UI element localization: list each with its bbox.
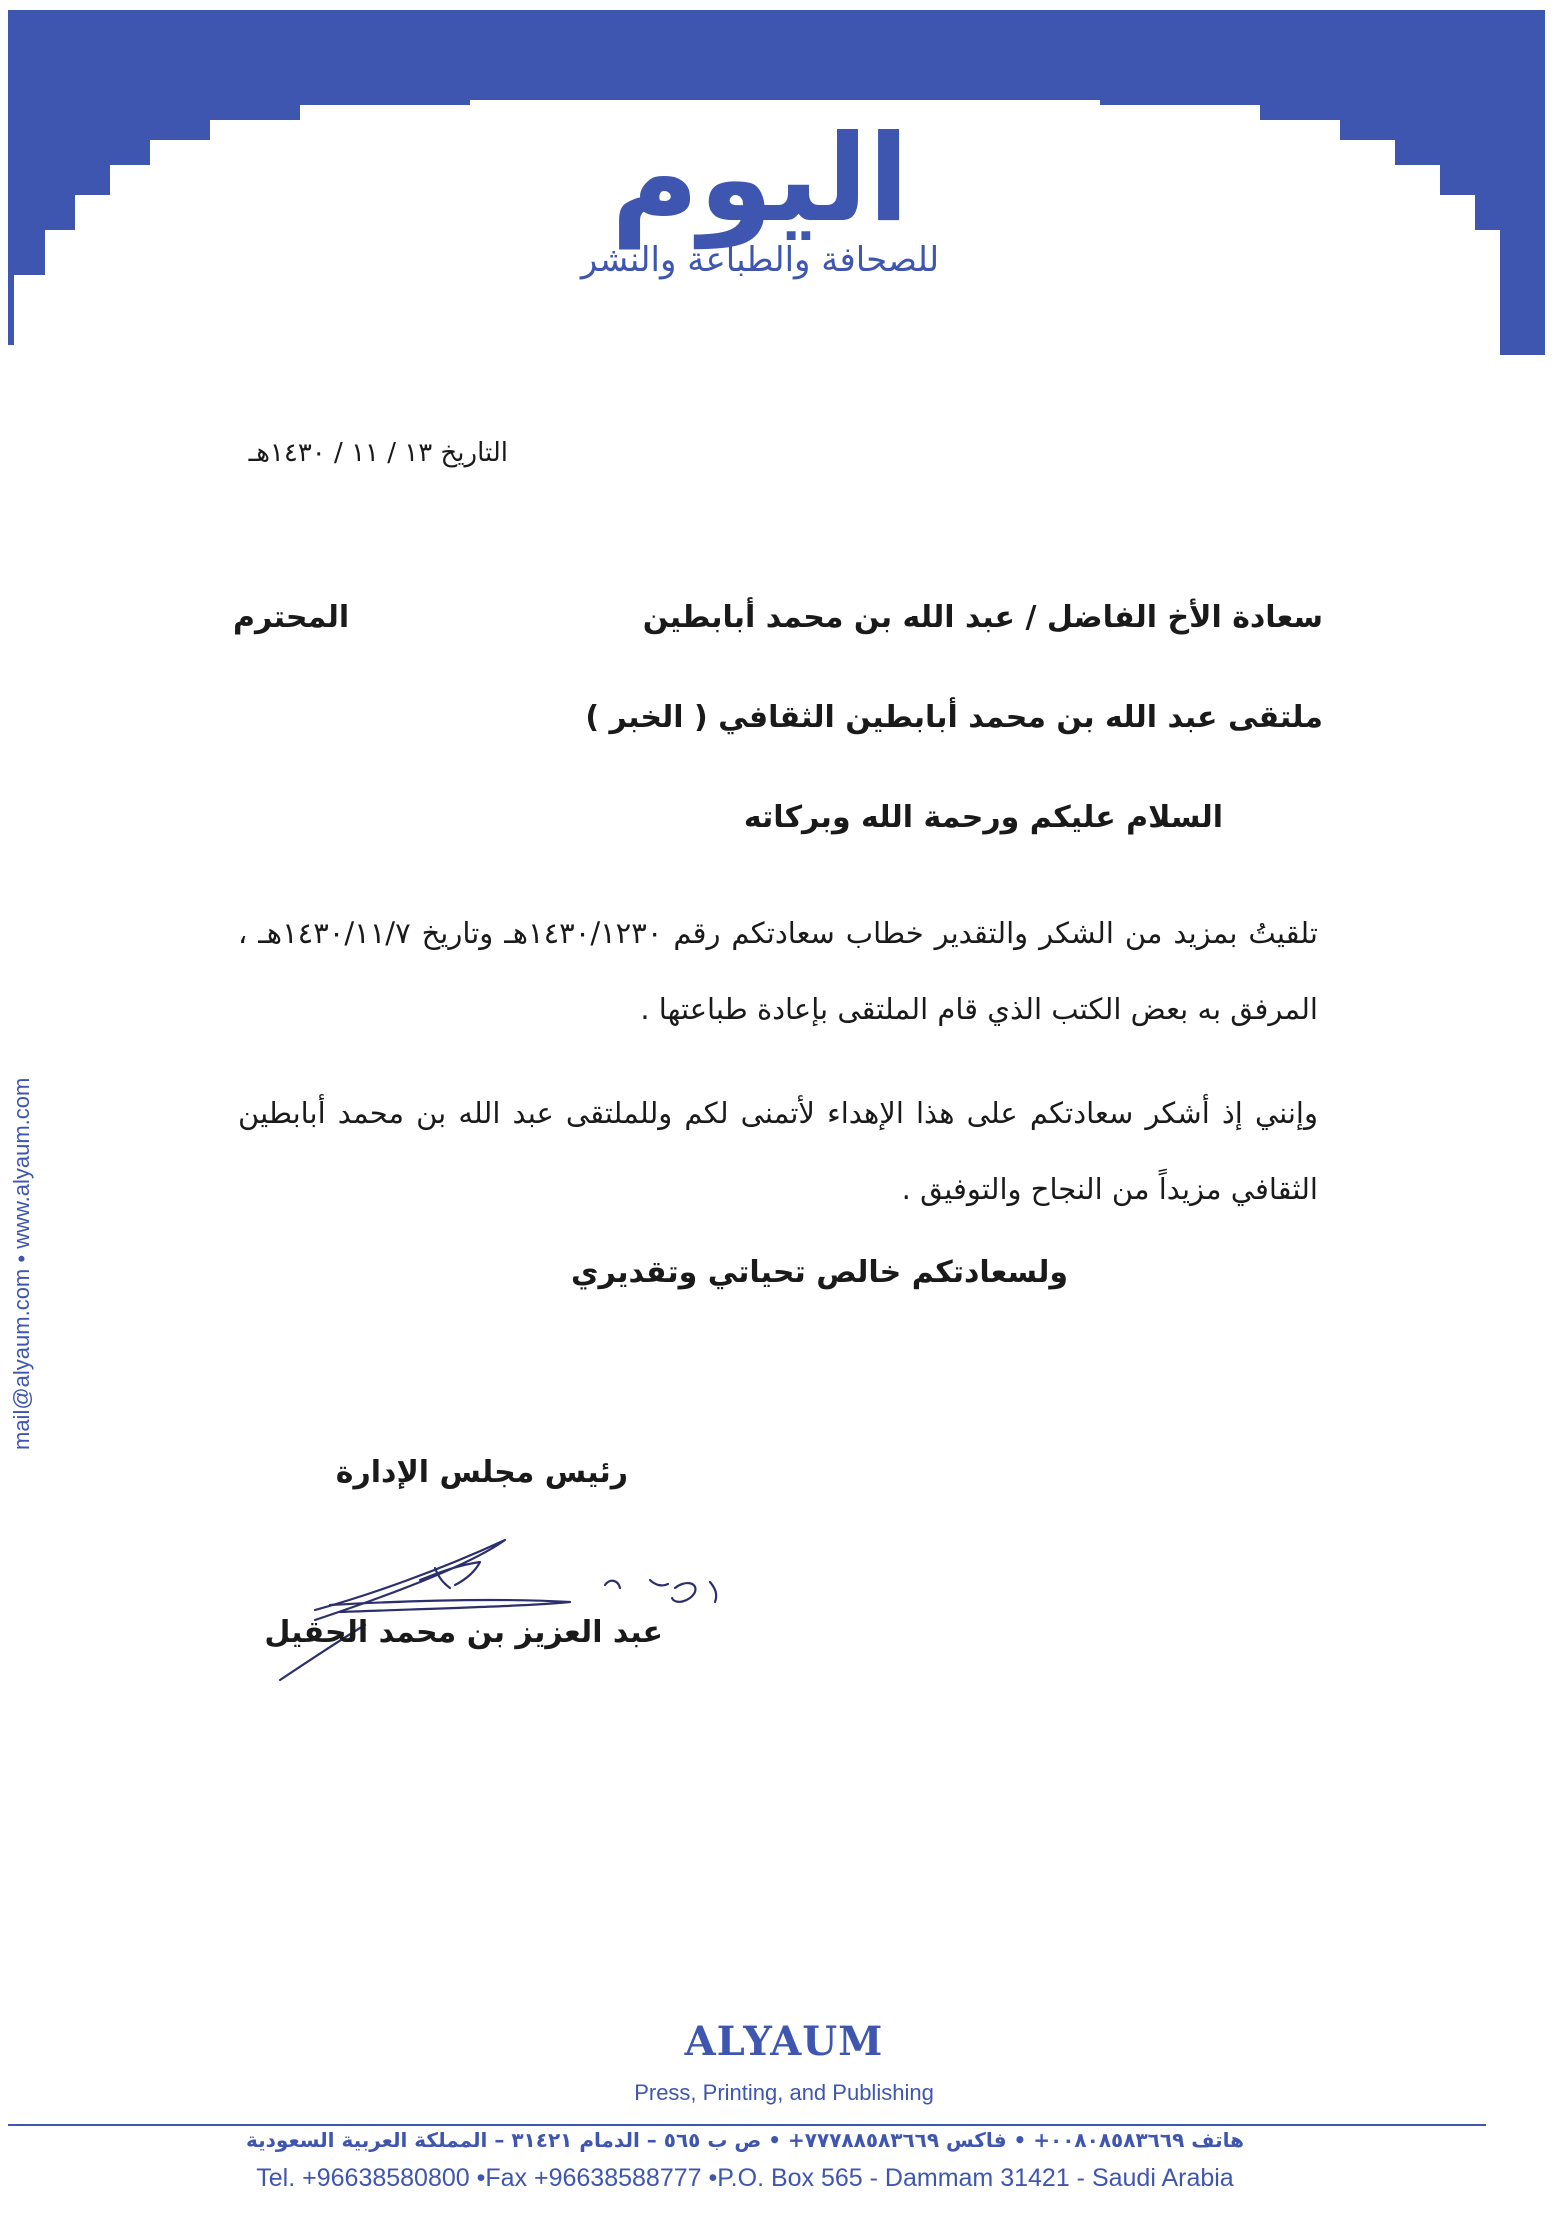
footer-contact-arabic: هاتف ٠٠٨٠٨٥٨٣٦٦٩+ • فاكس ٧٧٧٨٨٥٨٣٦٦٩+ • ص ب ٥٦٥ – الدمام ٣١٤٢١ – المملكة العربية السعودية <box>246 2128 1244 2152</box>
closing-line: ولسعادتكم خالص تحياتي وتقديري <box>571 1255 1068 1290</box>
signatory-title: رئيس مجلس الإدارة <box>335 1455 628 1490</box>
greeting: السلام عليكم ورحمة الله وبركاته <box>743 800 1223 835</box>
recipient-line: سعادة الأخ الفاضل / عبد الله بن محمد أبابطين <box>642 600 1323 635</box>
subject-line: ملتقى عبد الله بن محمد أبابطين الثقافي ( الخبر ) <box>585 700 1323 735</box>
body-paragraph-1: تلقيتُ بمزيد من الشكر والتقدير خطاب سعادتكم رقم ١٤٣٠/١٢٣٠هـ وتاريخ ١٤٣٠/١١/٧هـ ، المرفق به بعض الكتب الذي قام الملتقى بإعادة طباعتها . <box>238 916 1318 1026</box>
side-contact-text: mail@alyaum.com • www.alyaum.com <box>9 1077 34 1450</box>
letter-date: التاريخ ١٣ / ١١ / ١٤٣٠هـ <box>248 438 508 468</box>
signatory-name: عبد العزيز بن محمد الحقيل <box>264 1615 663 1650</box>
handwritten-signature <box>270 1510 770 1690</box>
honorific: المحترم <box>233 600 350 635</box>
footer-brand: ALYAUM <box>684 2018 884 2065</box>
footer-tagline: Press, Printing, and Publishing <box>634 2080 934 2105</box>
footer-divider <box>8 2124 1486 2126</box>
logo-subtitle: للصحافة والطباعة والنشر <box>580 240 940 280</box>
logo-wordmark: اليوم <box>610 110 910 249</box>
body-paragraph-2: وإنني إذ أشكر سعادتكم على هذا الإهداء لأتمنى لكم وللملتقى عبد الله بن محمد أبابطين الثقافي مزيداً من النجاح والتوفيق . <box>238 1096 1318 1206</box>
footer-contact-english: Tel. +96638580800 •Fax +96638588777 •P.O. Box 565 - Dammam 31421 - Saudi Arabia <box>256 2164 1234 2192</box>
